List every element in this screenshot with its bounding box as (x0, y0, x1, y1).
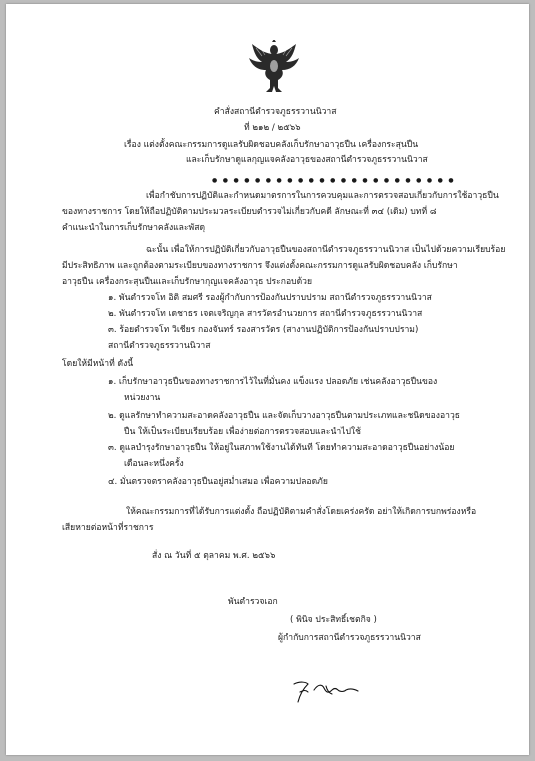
subject-line-2: และเก็บรักษาดูแลกุญแจคลังอาวุธของสถานีตำรวจภูธรรวานนิวาส (186, 155, 428, 165)
date-line: สั่ง ณ วันที่ ๕ ตุลาคม พ.ศ. ๒๕๖๖ (152, 551, 276, 561)
signatory-rank: พันตำรวจเอก (228, 597, 278, 607)
para2-line-2: มีประสิทธิภาพ และถูกต้องตามระเบียบของทางราชการ จึงแต่งตั้งคณะกรรมการดูแลรับผิดชอบคลัง เก็บรักษา (62, 261, 458, 271)
duties-intro: โดยให้มีหน้าที่ ดังนี้ (62, 359, 134, 369)
duty-3-cont: เดือนละหนึ่งครั้ง (124, 459, 184, 469)
member-3-unit: สถานีตำรวจภูธรรวานนิวาส (108, 341, 211, 351)
closing-line-2: เสียหายต่อหน้าที่ราชการ (62, 523, 154, 533)
duty-2: ๒. ดูแลรักษาทำความสะอาดคลังอาวุธปืน และจัดเก็บวางอาวุธปืนตามประเภทและชนิดของอาวุธ (108, 411, 461, 421)
subject-line-1: เรื่อง แต่งตั้งคณะกรรมการดูแลรับผิดชอบคลังเก็บรักษาอาวุธปืน เครื่องกระสุนปืน (124, 140, 419, 150)
duty-1: ๑. เก็บรักษาอาวุธปืนของทางราชการไว้ในที่มั่นคง แข็งแรง ปลอดภัย เช่นคลังอาวุธปืนของ (108, 377, 438, 387)
garuda-emblem-icon (246, 40, 302, 94)
signatory-position: ผู้กำกับการสถานีตำรวจภูธรรวานนิวาส (278, 633, 421, 643)
member-3: ๓. ร้อยตำรวจโท วิเชียร กองจันทร์ รองสารวัตร (สางานปฏิบัติการป้องกันปราบปราม) (108, 325, 419, 335)
signatory-name: ( พินิจ ประสิทธิ์เชตกิจ ) (290, 615, 377, 625)
closing-line-1: ให้คณะกรรมการที่ได้รับการแต่งตั้ง ถือปฏิบัติตามคำสั่งโดยเคร่งครัด อย่าให้เกิดการบกพร่องหรือ (126, 507, 477, 517)
para1-line-2: ของทางราชการ โดยให้ถือปฏิบัติตามประมวลระเบียบตำรวจไม่เกี่ยวกับคดี ลักษณะที่ ๓๔ (เดิม) บทที่ ๘ (62, 207, 437, 217)
duty-2-cont: ปืน ให้เป็นระเบียบเรียบร้อย เพื่อง่ายต่อการตรวจสอบและนำไปใช้ (124, 427, 361, 437)
para2-line-3: อาวุธปืน เครื่องกระสุนปืนและเก็บรักษากุญแจคลังอาวุธ ประกอบด้วย (62, 277, 313, 287)
duty-4: ๔. มั่นตรวจตราคลังอาวุธปืนอยู่สม่ำเสมอ เพื่อความปลอดภัย (108, 477, 328, 487)
document-page (6, 4, 529, 755)
member-2: ๒. พันตำรวจโท เดชาธร เจตเจริญกุล สารวัตรอำนวยการ สถานีตำรวจภูธรรวานนิวาส (108, 309, 423, 319)
member-1: ๑. พันตำรวจโท อิติ สมศรี รองผู้กำกับการป้องกันปราบปราม สถานีตำรวจภูธรรวานนิวาส (108, 293, 432, 303)
signature-icon (288, 678, 364, 704)
order-number: ที่ ๒๑๒ / ๒๕๖๖ (244, 123, 301, 133)
duty-1-cont: หน่วยงาน (124, 393, 161, 403)
duty-3: ๓. ดูแลบำรุงรักษาอาวุธปืน ให้อยู่ในสภาพใช้งานได้ทันที โดยทำความสะอาดอาวุธปืนอย่างน้อย (108, 443, 455, 453)
para1-line-3: คำแนะนำในการเก็บรักษาคลังและพัสดุ (62, 223, 206, 233)
separator-dots: ● ● ● ● ● ● ● ● ● ● ● ● ● ● ● ● ● ● ● ● ● ● ● (212, 177, 456, 184)
para1-line-1: เพื่อกำชับการปฏิบัติและกำหนดมาตรการในการควบคุมและการตรวจสอบเกี่ยวกับการใช้อาวุธปืน (146, 191, 499, 201)
para2-line-1: ฉะนั้น เพื่อให้การปฏิบัติเกี่ยวกับอาวุธปืนของสถานีตำรวจภูธรรวานนิวาส เป็นไปด้วยความเรียบร้อย (146, 245, 506, 255)
order-title: คำสั่งสถานีตำรวจภูธรรวานนิวาส (214, 107, 337, 117)
